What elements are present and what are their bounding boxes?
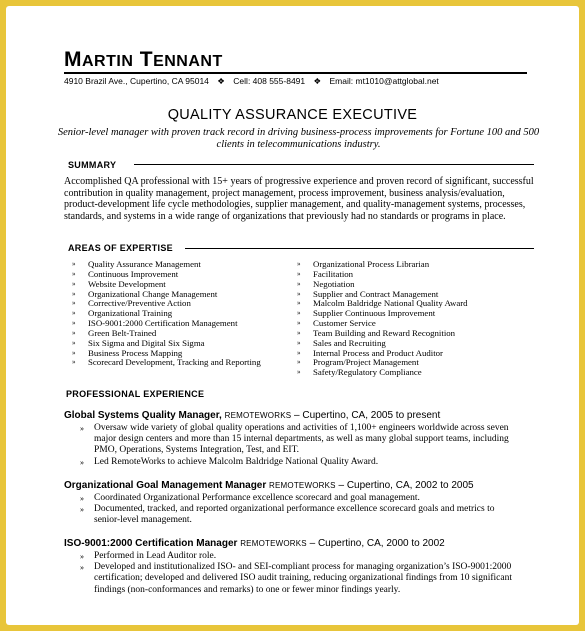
- job-bullets: [80, 551, 520, 596]
- company-name: REMOTEWORKS: [240, 539, 307, 548]
- job-title-line: [64, 538, 445, 549]
- expertise-rule: [185, 248, 534, 249]
- bullet-icon: »: [80, 494, 84, 503]
- bullet-icon: »: [80, 552, 84, 561]
- candidate-name: MARTIN TENNANT: [64, 48, 223, 71]
- bullet-icon: »: [72, 338, 76, 347]
- job-location-dates: – Cupertino, CA, 2000 to 2002: [306, 538, 445, 549]
- tagline: Senior-level manager with proven track record in driving business-process improvements for Fortune 100 and 500 clients in telecommunications industry.: [57, 127, 540, 150]
- bullet-icon: »: [72, 260, 76, 268]
- job-bullet-text: Documented, tracked, and reported organizational performance excellence scorecard goals and metrics to senior-level management.: [94, 504, 495, 526]
- bullet-icon: »: [80, 505, 84, 515]
- expertise-item: [297, 368, 468, 378]
- summary-text: Accomplished QA professional with 15+ years of progressive experience and proven record of significant, successful contribution in quality management, project management, process improvement, business analysis/evaluation, product-development life cycle methodologies, supplier management, and quality-management systems, processes, standards, and systems in a wide range of organizations that previously had no standards or programs in place.: [64, 176, 534, 222]
- job-bullet: [80, 457, 520, 468]
- expertise-label: Malcolm Baldridge National Quality Award: [313, 298, 468, 309]
- resume-page: [6, 6, 579, 625]
- job-location-dates: – Cupertino, CA, 2005 to present: [291, 410, 441, 421]
- bullet-icon: »: [72, 279, 76, 288]
- expertise-label: Customer Service: [313, 318, 376, 329]
- job-bullet-text: Developed and institutionalized ISO- and SEI-compliant process for managing organization’s ISO-9001:2000 certification; developed and delivered ISO audit training, reducing organizational findings from 10 significant findings (non-conformances and remarks) to one or fewer minor findings yearly.: [94, 562, 512, 595]
- bullet-icon: »: [297, 299, 301, 308]
- bullet-icon: »: [72, 289, 76, 298]
- summary-heading: SUMMARY: [68, 160, 117, 170]
- expertise-label: Quality Assurance Management: [88, 259, 201, 269]
- expertise-label: Continuous Improvement: [88, 268, 179, 279]
- expertise-list-left: [72, 260, 261, 368]
- job-title-line: [64, 410, 440, 421]
- expertise-label: Green Belt-Trained: [88, 327, 157, 338]
- bullet-icon: »: [72, 269, 76, 278]
- expertise-label: Negotiation: [313, 278, 355, 289]
- bullet-icon: »: [72, 348, 76, 357]
- bullet-icon: »: [297, 338, 301, 347]
- job-location-dates: – Cupertino, CA, 2002 to 2005: [335, 480, 474, 491]
- expertise-label: Organizational Process Librarian: [313, 259, 430, 269]
- job-title: Global Systems Quality Manager,: [64, 410, 222, 421]
- expertise-label: Internal Process and Product Auditor: [313, 347, 443, 358]
- company-name: REMOTEWORKS: [269, 481, 336, 490]
- job-bullet: [80, 504, 520, 526]
- summary-rule: [134, 164, 534, 165]
- expertise-label: Team Building and Reward Recognition: [313, 327, 456, 338]
- expertise-label: Organizational Change Management: [88, 288, 218, 299]
- job-bullet-text: Coordinated Organizational Performance excellence scorecard and goal management.: [94, 493, 420, 503]
- expertise-label: Safety/Regulatory Compliance: [313, 367, 422, 378]
- job-bullet: [80, 493, 520, 504]
- job-title: ISO-9001:2000 Certification Manager: [64, 538, 238, 549]
- job-bullet-text: Led RemoteWorks to achieve Malcolm Baldridge National Quality Award.: [94, 456, 379, 467]
- expertise-label: Sales and Recruiting: [313, 337, 386, 348]
- company-name: REMOTEWORKS: [224, 411, 292, 420]
- bullet-icon: »: [297, 260, 301, 268]
- separator-icon: ❖: [313, 76, 322, 86]
- expertise-label: Organizational Training: [88, 308, 173, 319]
- bullet-icon: »: [80, 424, 84, 433]
- expertise-heading: AREAS OF EXPERTISE: [68, 243, 173, 253]
- expertise-label: ISO-9001:2000 Certification Management: [88, 318, 238, 329]
- bullet-icon: »: [72, 358, 76, 367]
- bullet-icon: »: [80, 563, 84, 573]
- contact-line: [64, 76, 439, 87]
- bullet-icon: »: [297, 358, 301, 367]
- expertise-label: Supplier and Contract Management: [313, 288, 439, 299]
- expertise-label: Facilitation: [313, 268, 354, 279]
- job-bullet: [80, 562, 520, 596]
- expertise-label: Corrective/Preventive Action: [88, 298, 191, 309]
- job-bullets: [80, 493, 520, 527]
- job-target-title: QUALITY ASSURANCE EXECUTIVE: [167, 107, 418, 123]
- job-title: Organizational Goal Management Manager: [64, 480, 267, 491]
- job-bullet: [80, 551, 520, 562]
- expertise-label: Scorecard Development, Tracking and Reporting: [88, 357, 261, 368]
- separator-icon: ❖: [217, 76, 225, 86]
- phone-text: Cell: 408 555-8491: [233, 76, 306, 86]
- bullet-icon: »: [297, 328, 301, 337]
- bullet-icon: »: [72, 328, 76, 337]
- expertise-label: Website Development: [88, 278, 166, 289]
- job-bullet-text: Oversaw wide variety of global quality operations and activities of 1,100+ engineers worldwide across seven major design centers and more than 15 internal departments, as well as many global support teams, including PMO, Operations, Systems Integration, Test, and EIT.: [94, 423, 509, 456]
- bullet-icon: »: [297, 289, 301, 298]
- bullet-icon: »: [297, 319, 301, 328]
- name-underline: [64, 72, 527, 74]
- bullet-icon: »: [80, 457, 84, 467]
- experience-heading: PROFESSIONAL EXPERIENCE: [66, 389, 205, 399]
- bullet-icon: »: [72, 309, 76, 318]
- bullet-icon: »: [72, 299, 76, 308]
- bullet-icon: »: [72, 319, 76, 328]
- bullet-icon: »: [297, 368, 301, 377]
- bullet-icon: »: [297, 348, 301, 357]
- bullet-icon: »: [297, 309, 301, 318]
- address-text: 4910 Brazil Ave., Cupertino, CA 95014: [64, 76, 209, 86]
- email-link[interactable]: Email: mt1010@attglobal.net: [329, 76, 439, 86]
- job-bullets: [80, 423, 520, 468]
- bullet-icon: »: [297, 279, 301, 288]
- expertise-label: Supplier Continuous Improvement: [313, 308, 436, 319]
- expertise-label: Six Sigma and Digital Six Sigma: [88, 337, 205, 348]
- expertise-item: [72, 358, 261, 368]
- bullet-icon: »: [297, 269, 301, 278]
- job-title-line: [64, 480, 474, 491]
- expertise-label: Program/Project Management: [313, 357, 419, 368]
- expertise-list-right: [297, 260, 468, 378]
- job-bullet: [80, 423, 520, 457]
- expertise-label: Business Process Mapping: [88, 347, 183, 358]
- job-bullet-text: Performed in Lead Auditor role.: [94, 551, 217, 561]
